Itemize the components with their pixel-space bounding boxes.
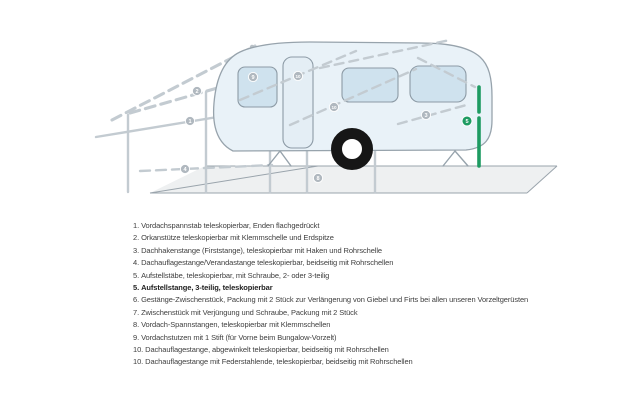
- part-number: 10.: [133, 357, 144, 367]
- part-badge: [192, 86, 201, 95]
- caravan-window-3: [410, 66, 466, 102]
- part-text: Aufstellstange, 3-teilig, teleskopierbar: [141, 283, 273, 293]
- svg-text:9: 9: [251, 75, 255, 82]
- part-row: [133, 232, 603, 244]
- part-badge: [293, 71, 302, 80]
- part-row: [133, 356, 603, 368]
- part-row: [133, 220, 603, 232]
- part-text: Dachhakenstange (Firststange), teleskopierbar mit Haken und Rohrschelle: [141, 245, 383, 255]
- part-number: 2.: [133, 233, 140, 243]
- part-row: [133, 245, 603, 257]
- part-number: 6.: [133, 295, 140, 305]
- part-badge: [180, 164, 189, 173]
- part-row: [133, 332, 603, 344]
- part-number: 4.: [133, 258, 140, 268]
- part-text: Dachauflagestange/Verandastange teleskopierbar, beidseitig mit Rohrschellen: [141, 258, 394, 268]
- part-number: 1.: [133, 221, 140, 230]
- wheel: [337, 134, 368, 165]
- part-row: [133, 307, 603, 319]
- part-text: Gestänge-Zwischenstück, Packung mit 2 Stück zur Verlängerung von Giebel und Firts bei allen unseren Vorzeltgerüsten: [141, 295, 529, 305]
- part-row: [133, 257, 603, 269]
- part-badge: [313, 173, 322, 182]
- part-text: Dachauflagestange, abgewinkelt teleskopierbar, beidseitig mit Rohrschellen: [145, 345, 389, 355]
- part-badge: [185, 116, 194, 125]
- part-row: [133, 294, 603, 306]
- part-row: [133, 270, 603, 282]
- svg-text:1: 1: [188, 119, 192, 126]
- part-badge: [329, 102, 338, 111]
- svg-text:10: 10: [331, 104, 337, 110]
- part-badge-highlight: [462, 116, 472, 126]
- part-text: Dachauflagestange mit Federstahlende, teleskopierbar, beidseitig mit Rohrschellen: [145, 357, 413, 367]
- part-badge: [421, 110, 430, 119]
- part-row: [133, 319, 603, 331]
- part-row-highlighted: [133, 282, 603, 294]
- support-legs-front: [268, 151, 291, 166]
- svg-text:10: 10: [295, 73, 301, 79]
- svg-text:3: 3: [424, 113, 428, 120]
- part-text: Orkanstütze teleskopierbar mit Klemmschelle und Erdspitze: [141, 233, 334, 243]
- part-number: 8.: [133, 320, 140, 330]
- svg-text:8: 8: [316, 176, 320, 183]
- part-text: Zwischenstück mit Verjüngung und Schraube, Packung mit 2 Stück: [141, 307, 358, 317]
- part-number: 5.: [133, 283, 140, 293]
- part-number: 5.: [133, 270, 140, 280]
- svg-text:2: 2: [195, 89, 199, 96]
- part-text: Vordach-Spannstangen, teleskopierbar mit Klemmschellen: [141, 320, 331, 330]
- part-badge: [248, 72, 257, 81]
- ground: [150, 166, 557, 193]
- parts-list: [133, 220, 603, 369]
- part-number: 7.: [133, 307, 140, 317]
- floor-area: [150, 166, 557, 193]
- support-legs-rear: [443, 151, 468, 166]
- part-number: 9.: [133, 332, 140, 342]
- part-text: Vordachspannstab teleskopierbar, Enden flachgedrückt: [141, 221, 320, 230]
- svg-text:5: 5: [465, 119, 469, 126]
- part-number: 10.: [133, 345, 144, 355]
- part-text: Vordachstutzen mit 1 Stift (für Vorne beim Bungalow-Vorzelt): [141, 332, 337, 342]
- part-text: Aufstellstäbe, teleskopierbar, mit Schraube, 2- oder 3-teilig: [141, 270, 330, 280]
- svg-text:4: 4: [183, 167, 187, 174]
- part-row: [133, 344, 603, 356]
- part-number: 3.: [133, 245, 140, 255]
